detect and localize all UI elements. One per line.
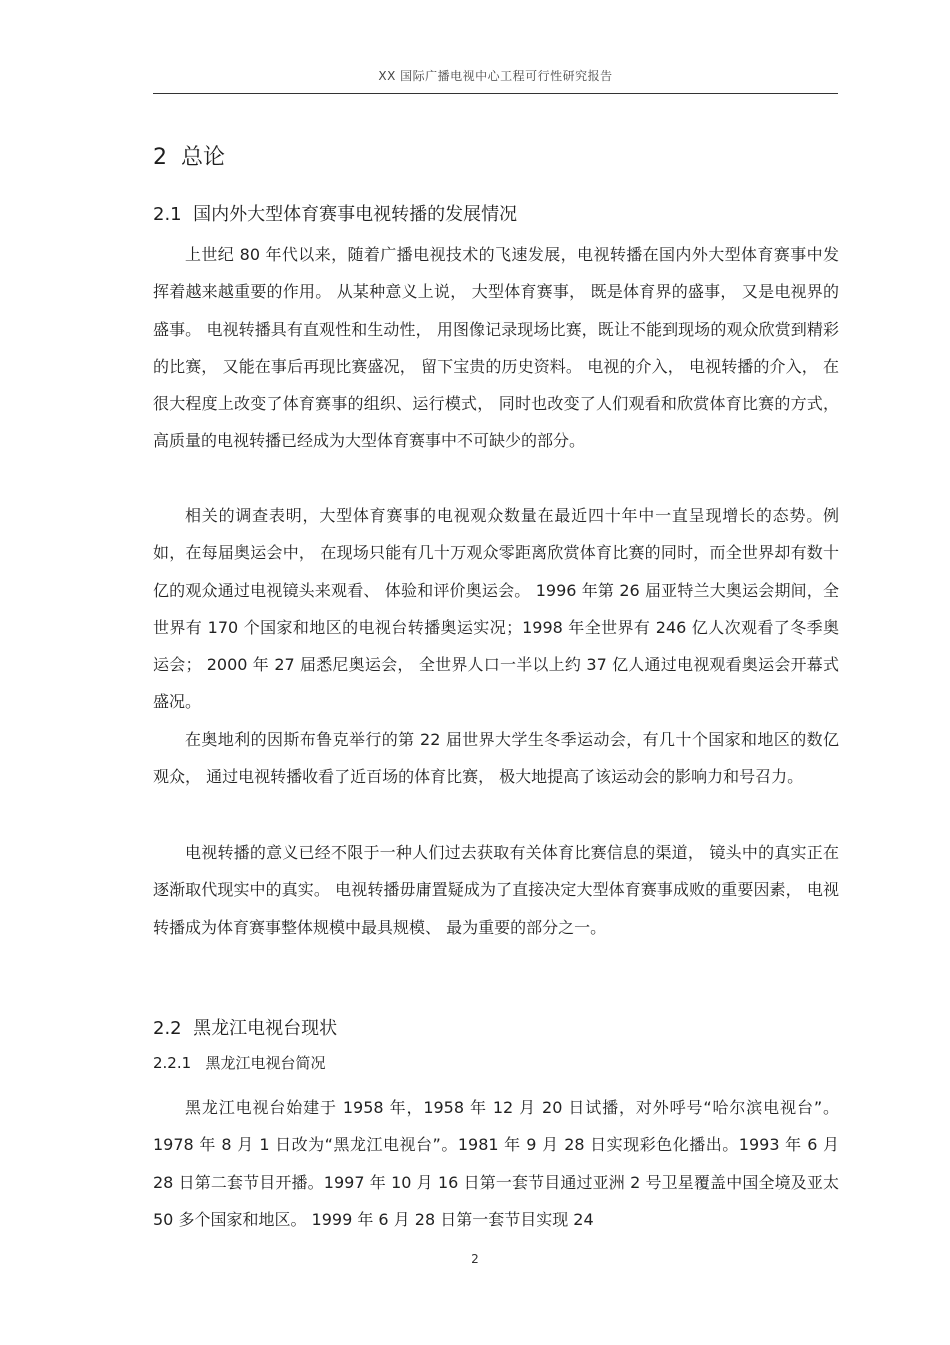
chapter-title: 总论 (181, 145, 226, 170)
page-number: 2 (471, 1252, 479, 1266)
header-title: XX 国际广播电视中心工程可行性研究报告 (378, 69, 613, 83)
subsection-title: 黑龙江电视台简况 (205, 1054, 326, 1072)
paragraph: 上世纪 80 年代以来，随着广播电视技术的飞速发展，电视转播在国内外大型体育赛事中发挥着越来越重要的作用。 从某种意义上说， 大型体育赛事， 既是体育界的盛事， 又是电视界的盛事。 电视转播具有直观性和生动性， 用图像记录现场比赛，既让不能到现场的观众欣赏到精彩的比赛， 又能在事后再现比赛盛况， 留下宝贵的历史资料。 电视的介入， 电视转播的介入， 在很大程度上改变了体育赛事的组织、运行模式， 同时也改变了人们观看和欣赏体育比赛的方式， 高质量的电视转播已经成为大型体育赛事中不可缺少的部分。 (153, 245, 839, 451)
section-title: 国内外大型体育赛事电视转播的发展情况 (193, 204, 518, 225)
chapter-heading (153, 140, 225, 171)
page-header (153, 60, 838, 94)
section-heading-2-2 (153, 1014, 337, 1040)
paragraph: 黑龙江电视台始建于 1958 年，1958 年 12 月 20 日试播，对外呼号“哈尔滨电视台”。1978 年 8 月 1 日改为“黑龙江电视台”。1981 年 9 月 28 日实现彩色化播出。1993 年 6 月 28 日第二套节目开播。1997 年 10 月 16 日第一套节目通过亚洲 2 号卫星覆盖中国全境及亚太 50 多个国家和地区。 1999 年 6 月 28 日第一套节目实现 24 (153, 1098, 839, 1229)
section-number: 2.1 (153, 204, 182, 225)
paragraph: 电视转播的意义已经不限于一种人们过去获取有关体育比赛信息的渠道， 镜头中的真实正在逐渐取代现实中的真实。 电视转播毋庸置疑成为了直接决定大型体育赛事成败的重要因素， 电视转播成为体育赛事整体规模中最具规模、 最为重要的部分之一。 (153, 843, 839, 937)
section-heading-2-1 (153, 200, 517, 226)
chapter-number: 2 (153, 145, 167, 170)
subsection-heading-2-2-1 (153, 1052, 326, 1073)
paragraph: 相关的调查表明，大型体育赛事的电视观众数量在最近四十年中一直呈现增长的态势。例如，在每届奥运会中， 在现场只能有几十万观众零距离欣赏体育比赛的同时，而全世界却有数十亿的观众通过电视镜头来观看、 体验和评价奥运会。 1996 年第 26 届亚特兰大奥运会期间，全世界有 170 个国家和地区的电视台转播奥运实况；1998 年全世界有 246 亿人次观看了冬季奥运会； 2000 年 27 届悉尼奥运会， 全世界人口一半以上约 37 亿人通过电视观看奥运会开幕式盛况。 (153, 506, 839, 712)
section-number: 2.2 (153, 1018, 182, 1039)
paragraph: 在奥地利的因斯布鲁克举行的第 22 届世界大学生冬季运动会，有几十个国家和地区的数亿观众， 通过电视转播收看了近百场的体育比赛， 极大地提高了该运动会的影响力和号召力。 (153, 730, 839, 787)
section-title: 黑龙江电视台现状 (193, 1018, 338, 1039)
subsection-number: 2.2.1 (153, 1054, 192, 1072)
